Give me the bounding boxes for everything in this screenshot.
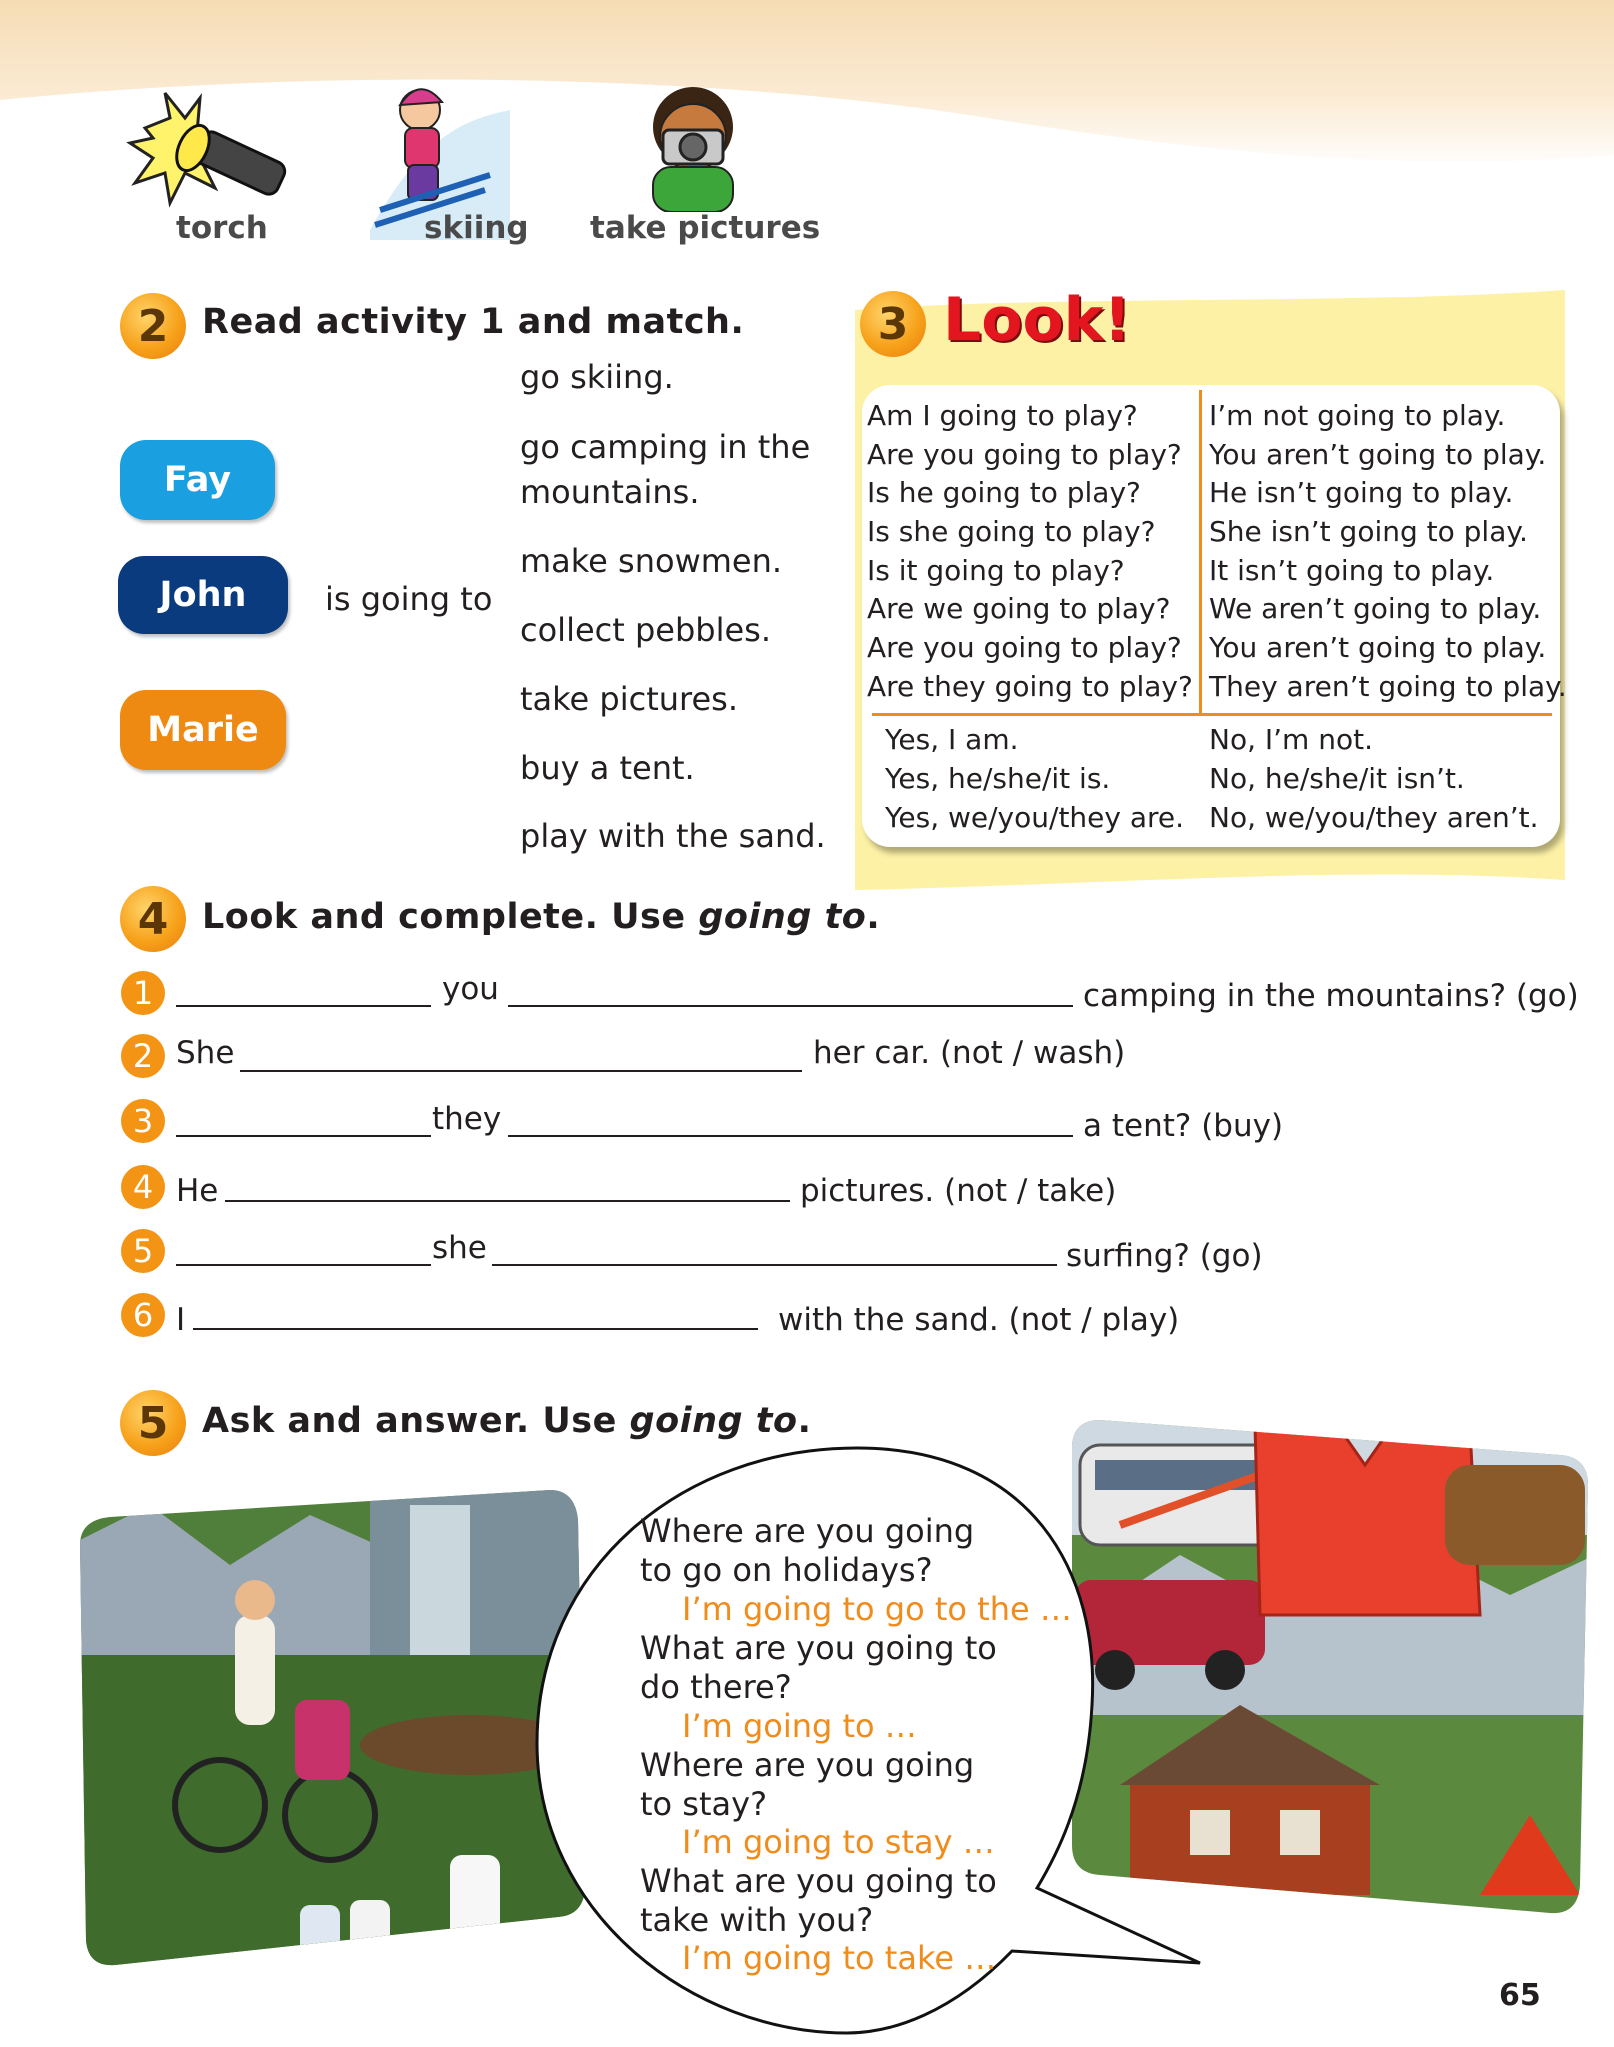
question-7: Are you going to play? xyxy=(867,631,1182,664)
activity-3-number: 3 xyxy=(860,291,926,357)
camera-boy-icon xyxy=(628,82,758,212)
look-title: Look! xyxy=(943,285,1131,355)
negative-8: They aren’t going to play. xyxy=(1209,670,1567,703)
ending-make-snowmen: make snowmen. xyxy=(520,542,783,580)
item-5-blank-b[interactable] xyxy=(492,1264,1057,1266)
item-1-blank-a[interactable] xyxy=(176,1005,431,1007)
negative-6: We aren’t going to play. xyxy=(1209,592,1542,625)
activity-5-title: Ask and answer. Use going to. xyxy=(202,1401,812,1441)
activity-2-number: 2 xyxy=(120,293,186,359)
torch-label: torch xyxy=(176,210,268,246)
item-3-text-b: a tent? (buy) xyxy=(1083,1108,1284,1144)
ending-go-camping-line1: go camping in the xyxy=(520,428,811,466)
item-2-number: 2 xyxy=(121,1034,165,1078)
item-6-blank[interactable] xyxy=(193,1328,758,1330)
name-john: John xyxy=(118,556,288,634)
activity-4-title: Look and complete. Use going to. xyxy=(202,897,881,937)
negative-3: He isn’t going to play. xyxy=(1209,476,1514,509)
speech-q3-line1: Where are you going xyxy=(640,1746,975,1784)
speech-q1-line1: Where are you going xyxy=(640,1512,975,1550)
item-4-text-a: He xyxy=(176,1173,219,1209)
item-3-number: 3 xyxy=(121,1099,165,1143)
item-1-text-a: you xyxy=(442,971,499,1007)
holiday-activities-photo xyxy=(70,1485,590,1975)
negative-7: You aren’t going to play. xyxy=(1209,631,1547,664)
item-2-text-a: She xyxy=(176,1035,235,1071)
question-2: Are you going to play? xyxy=(867,438,1182,471)
activity-4-number: 4 xyxy=(120,886,186,952)
ending-collect-pebbles: collect pebbles. xyxy=(520,611,771,649)
short-yes-3: Yes, we/you/they are. xyxy=(885,801,1185,834)
item-1-blank-b[interactable] xyxy=(508,1005,1073,1007)
speech-a2: I’m going to … xyxy=(682,1707,917,1745)
item-3-blank-a[interactable] xyxy=(176,1135,431,1137)
speech-a4: I’m going to take … xyxy=(682,1939,997,1977)
item-4-number: 4 xyxy=(121,1165,165,1209)
speech-a1: I’m going to go to the … xyxy=(682,1590,1072,1628)
item-3-text-a: they xyxy=(432,1101,502,1137)
item-4-blank[interactable] xyxy=(225,1200,790,1202)
item-5-text-b: surfing? (go) xyxy=(1066,1238,1263,1274)
item-1-number: 1 xyxy=(121,971,165,1015)
question-3: Is he going to play? xyxy=(867,476,1141,509)
question-5: Is it going to play? xyxy=(867,554,1125,587)
item-2-text-b: her car. (not / wash) xyxy=(813,1035,1126,1071)
question-6: Are we going to play? xyxy=(867,592,1171,625)
short-yes-2: Yes, he/she/it is. xyxy=(885,762,1111,795)
question-1: Am I going to play? xyxy=(867,399,1138,432)
speech-q4-line2: take with you? xyxy=(640,1901,874,1939)
activity-5-number: 5 xyxy=(120,1390,186,1456)
negative-4: She isn’t going to play. xyxy=(1209,515,1528,548)
negative-1: I’m not going to play. xyxy=(1209,399,1506,432)
is-going-to-text: is going to xyxy=(325,580,493,618)
item-5-number: 5 xyxy=(121,1229,165,1273)
item-3-blank-b[interactable] xyxy=(508,1135,1073,1137)
speech-q2-line2: do there? xyxy=(640,1668,792,1706)
skiing-label: skiing xyxy=(424,210,529,246)
speech-q1-line2: to go on holidays? xyxy=(640,1551,933,1589)
torch-icon xyxy=(125,88,295,223)
negative-5: It isn’t going to play. xyxy=(1209,554,1495,587)
ending-go-skiing: go skiing. xyxy=(520,358,674,396)
item-5-blank-a[interactable] xyxy=(176,1264,431,1266)
short-yes-1: Yes, I am. xyxy=(885,723,1019,756)
item-6-text-b: with the sand. (not / play) xyxy=(778,1302,1180,1338)
speech-q2-line1: What are you going to xyxy=(640,1629,997,1667)
grammar-divider-vertical xyxy=(1199,390,1202,715)
speech-a3: I’m going to stay … xyxy=(682,1823,995,1861)
page-number: 65 xyxy=(1499,1978,1541,2013)
question-4: Is she going to play? xyxy=(867,515,1156,548)
ending-buy-a-tent: buy a tent. xyxy=(520,749,695,787)
item-2-blank[interactable] xyxy=(240,1070,802,1072)
negative-2: You aren’t going to play. xyxy=(1209,438,1547,471)
item-5-text-a: she xyxy=(432,1230,487,1266)
item-6-text-a: I xyxy=(176,1302,186,1338)
speech-q3-line2: to stay? xyxy=(640,1785,768,1823)
item-1-text-b: camping in the mountains? (go) xyxy=(1083,978,1579,1014)
grammar-divider-horizontal xyxy=(872,713,1552,716)
short-no-3: No, we/you/they aren’t. xyxy=(1209,801,1539,834)
ending-go-camping-line2: mountains. xyxy=(520,473,700,511)
question-8: Are they going to play? xyxy=(867,670,1193,703)
take-pictures-label: take pictures xyxy=(590,210,821,246)
short-no-1: No, I’m not. xyxy=(1209,723,1373,756)
item-4-text-b: pictures. (not / take) xyxy=(800,1173,1117,1209)
activity-2-title: Read activity 1 and match. xyxy=(202,302,745,342)
speech-q4-line1: What are you going to xyxy=(640,1862,997,1900)
ending-play-with-sand: play with the sand. xyxy=(520,817,826,855)
ending-take-pictures: take pictures. xyxy=(520,680,739,718)
item-6-number: 6 xyxy=(121,1293,165,1337)
name-fay: Fay xyxy=(120,440,275,520)
short-no-2: No, he/she/it isn’t. xyxy=(1209,762,1465,795)
name-marie: Marie xyxy=(120,690,286,770)
